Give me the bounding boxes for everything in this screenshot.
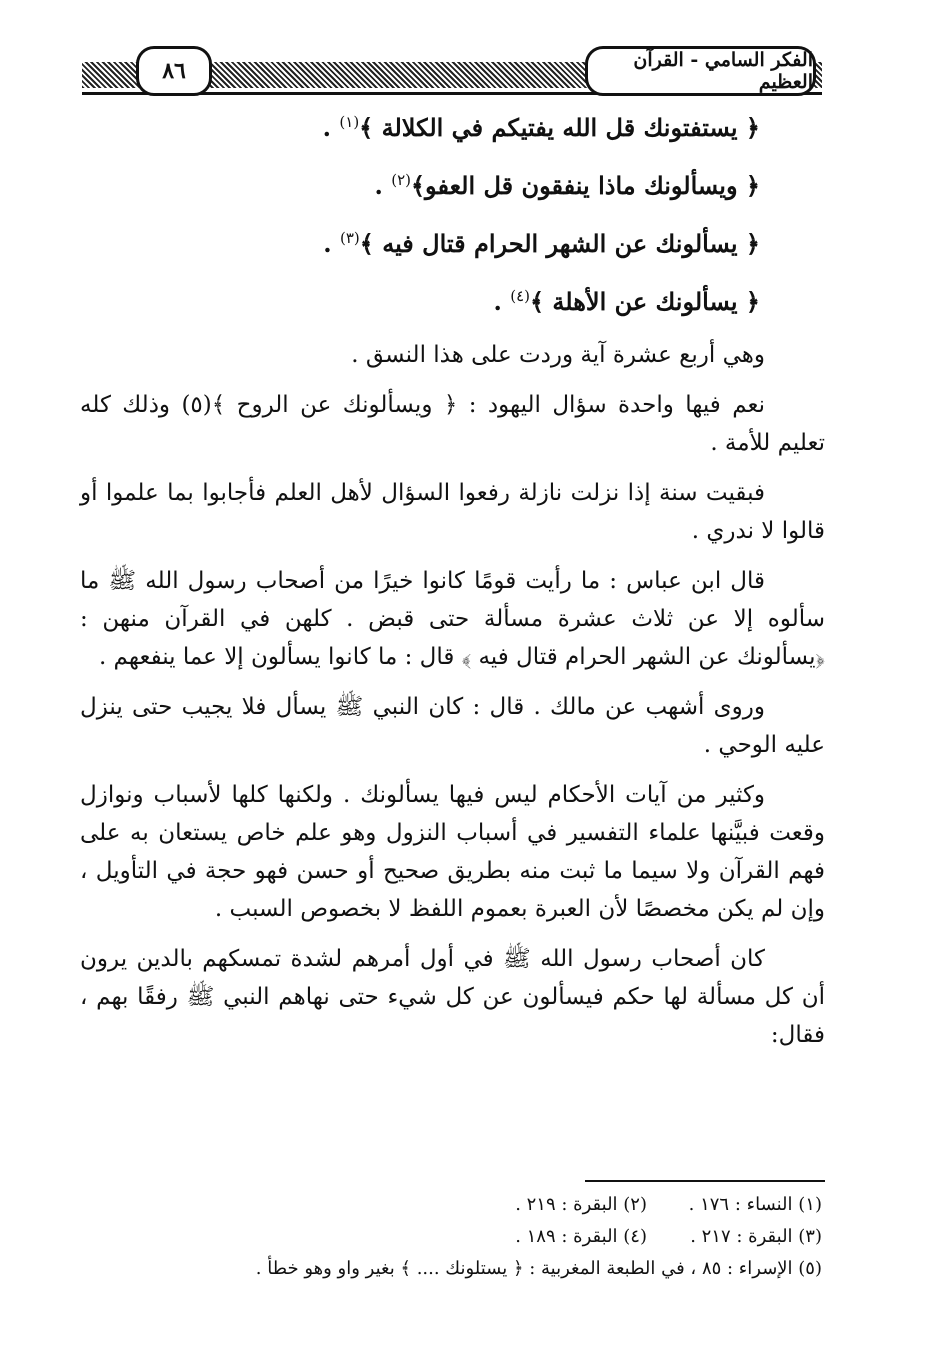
footnote-marker: (٣) bbox=[340, 229, 360, 247]
running-title: الفكر السامي - القرآن العظيم bbox=[585, 46, 816, 96]
verse-text: ﴿ يسألونك عن الشهر الحرام قتال فيه ﴾ bbox=[359, 229, 760, 258]
verse-text: ﴿ ويسألونك ماذا ينفقون قل العفو﴾ bbox=[410, 171, 760, 200]
paragraph: كان أصحاب رسول الله ﷺ في أول أمرهم لشدة تمسكهم بالدين يرون أن كل مسألة لها حكم فيسألون عن كل شيء حتى نهاهم النبي ﷺ رفقًا بهم ، فقال: bbox=[80, 946, 825, 1048]
page-body bbox=[80, 96, 825, 1066]
footnote: (١) النساء : ١٧٦ . bbox=[688, 1193, 822, 1215]
footnote-marker: (٤) bbox=[510, 287, 531, 305]
footnote: (٣) البقرة : ٢١٧ . bbox=[690, 1225, 822, 1247]
verse-text: ﴿ يسألونك عن الأهلة ﴾ bbox=[530, 287, 760, 316]
footnote-divider bbox=[585, 1180, 825, 1182]
quran-verse: ﴿ يسألونك عن الأهلة ﴾$^{(٤)}$ . bbox=[493, 287, 760, 316]
footnote: (٥) الإسراء : ٨٥ ، في الطبعة المغربية : ﴿ يستلونك .... ﴾ بغير واو وهو خطأ . bbox=[255, 1257, 822, 1279]
paragraph: قال ابن عباس : ما رأيت قومًا كانوا خيرًا من أصحاب رسول الله ﷺ ما سألوه إلا عن ثلاث عشرة مسألة حتى قبض . كلهن في القرآن منهن : ﴿يسألونك عن الشهر الحرام قتال فيه ﴾ قال : ما كانوا يسألون إلا عما ينفعهم . bbox=[80, 568, 825, 670]
footnote-row bbox=[150, 1188, 822, 1220]
footnote-row bbox=[150, 1220, 822, 1252]
quran-verse: ﴿ ويسألونك ماذا ينفقون قل العفو﴾$^{(٢)}$ . bbox=[374, 171, 760, 200]
footnotes bbox=[150, 1188, 822, 1284]
header-ornament-middle bbox=[200, 62, 595, 88]
quran-verse: ﴿ يسألونك عن الشهر الحرام قتال فيه ﴾$^{(٣)}$ . bbox=[323, 229, 760, 258]
page-number: ٨٦ bbox=[136, 46, 212, 96]
paragraph: وهي أربع عشرة آية وردت على هذا النسق . bbox=[351, 342, 765, 368]
footnote: (٢) البقرة : ٢١٩ . bbox=[515, 1193, 647, 1215]
paragraph: فبقيت سنة إذا نزلت نازلة رفعوا السؤال لأهل العلم فأجابوا بما علموا أو قالوا لا ندري . bbox=[80, 480, 825, 544]
footnote: (٤) البقرة : ١٨٩ . bbox=[515, 1225, 647, 1247]
footnote-marker: (٢) bbox=[391, 171, 411, 189]
footnote-row bbox=[150, 1252, 822, 1284]
quran-verse: ﴿ يستفتونك قل الله يفتيكم في الكلالة ﴾$^{(١)}$ . bbox=[322, 113, 760, 142]
footnote-marker: (١) bbox=[339, 113, 360, 131]
paragraph: وكثير من آيات الأحكام ليس فيها يسألونك . ولكنها كلها لأسباب ونوازل وقعت فبيَّنها علماء التفسير في أسباب النزول وهو علم خاص يستعان به على فهم القرآن ولا سيما ما ثبت منه بطريق صحيح أو حسن فهو حجة في التأويل ، وإن لم يكن مخصصًا لأن العبرة بعموم اللفظ لا بخصوص السبب . bbox=[80, 782, 825, 922]
verse-text: ﴿ يستفتونك قل الله يفتيكم في الكلالة ﴾ bbox=[359, 113, 760, 142]
paragraph: وروى أشهب عن مالك . قال : كان النبي ﷺ يسأل فلا يجيب حتى ينزل عليه الوحي . bbox=[80, 694, 825, 758]
paragraph: نعم فيها واحدة سؤال اليهود : ﴿ ويسألونك عن الروح ﴾(٥) وذلك كله تعليم للأمة . bbox=[80, 392, 825, 456]
